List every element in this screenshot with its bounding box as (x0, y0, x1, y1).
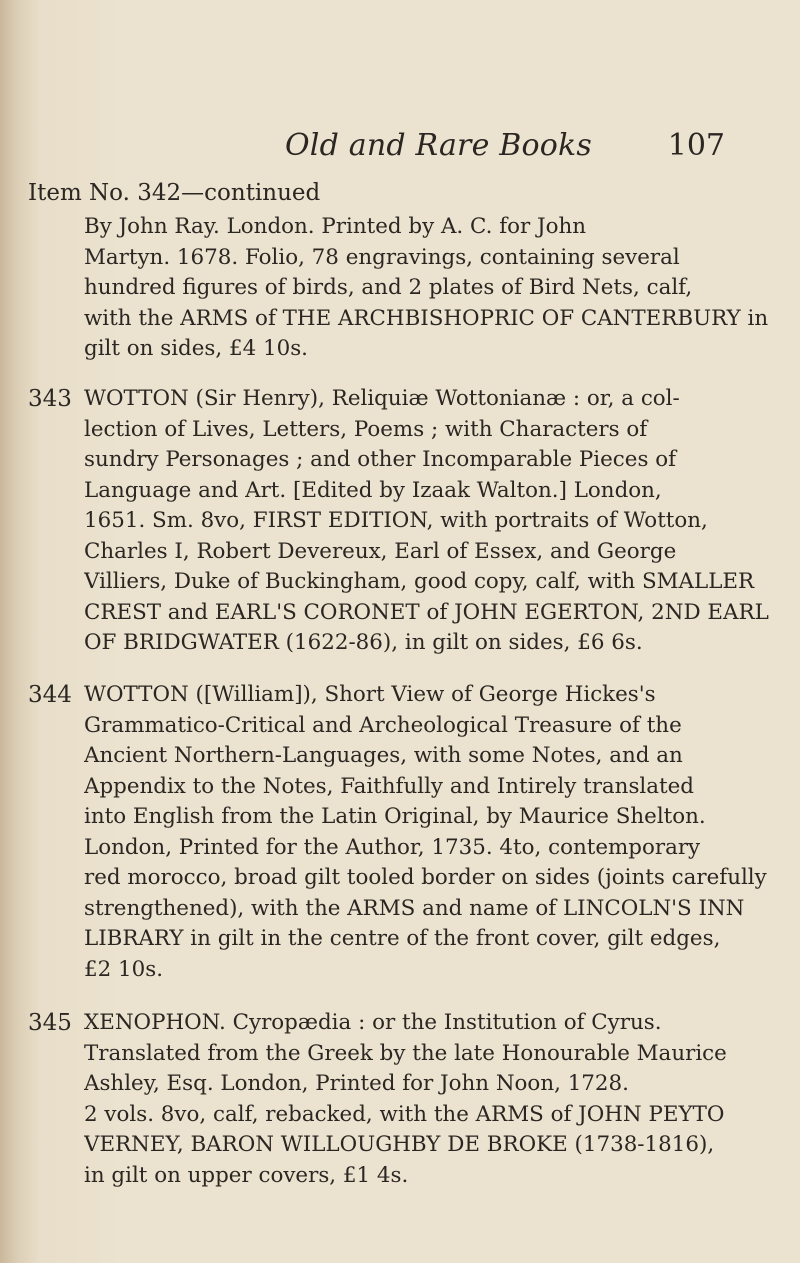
entry-text (84, 212, 796, 365)
entry-line: red morocco, broad gilt tooled border on sides (joints carefully (84, 865, 767, 890)
entry-text (84, 680, 796, 985)
entry-line: Grammatico-Critical and Archeological Treasure of the (84, 712, 682, 738)
header-title: Old and Rare Books (285, 128, 593, 163)
entry-line: gilt on sides, £4 10s. (84, 336, 308, 361)
entry-line: CREST and EARL'S CORONET of JOHN EGERTON, 2ND EARL (84, 599, 769, 625)
running-header (285, 128, 725, 172)
entry-text (84, 384, 796, 659)
entry-line: WOTTON (Sir Henry), Reliquiæ Wottonianæ : or, a col- (84, 386, 680, 411)
entry-line: OF BRIDGWATER (1622-86), in gilt on sides, £6 6s. (84, 630, 643, 655)
entry-line: XENOPHON. Cyropædia : or the Institution of Cyrus. (84, 1010, 662, 1035)
entry-line: Martyn. 1678. Folio, 78 engravings, containing several (84, 244, 680, 270)
entry-line: lection of Lives, Letters, Poems ; with Characters of (84, 416, 648, 442)
entry-text (84, 1008, 796, 1191)
entry-line: hundred figures of birds, and 2 plates of Bird Nets, calf, (84, 275, 693, 300)
entry-line: Charles I, Robert Devereux, Earl of Essex, and George (84, 538, 677, 564)
entry-line: in gilt on upper covers, £1 4s. (84, 1162, 409, 1188)
entry-line: By John Ray. London. Printed by A. C. for John (84, 214, 587, 239)
entry-line: Ashley, Esq. London, Printed for John Noon, 1728. (84, 1071, 629, 1096)
entry-line: London, Printed for the Author, 1735. 4to, contemporary (84, 834, 701, 860)
entry-line: 2 vols. 8vo, calf, rebacked, with the ARMS of JOHN PEYTO (84, 1101, 725, 1127)
entry-line: sundry Personages ; and other Incomparable Pieces of (84, 447, 677, 472)
entry-line: VERNEY, BARON WILLOUGHBY DE BROKE (1738-1816), (84, 1132, 715, 1157)
entry-line: Appendix to the Notes, Faithfully and Intirely translated (84, 773, 694, 799)
entry-number: 344 (28, 682, 72, 708)
entry-line: Ancient Northern-Languages, with some Notes, and an (84, 743, 683, 768)
entry-number: 343 (28, 386, 72, 412)
entry-line: into English from the Latin Original, by Maurice Shelton. (84, 804, 706, 829)
entry-number: 345 (28, 1010, 72, 1036)
entry-line: LIBRARY in gilt in the centre of the front cover, gilt edges, (84, 926, 721, 951)
entry-line: Translated from the Greek by the late Honourable Maurice (84, 1040, 727, 1066)
entry-line: Villiers, Duke of Buckingham, good copy, calf, with SMALLER (84, 569, 755, 594)
page-number: 107 (667, 128, 725, 163)
entry-line: 1651. Sm. 8vo, FIRST EDITION, with portraits of Wotton, (84, 508, 708, 533)
entry-line: WOTTON ([William]), Short View of George Hickes's (84, 682, 656, 707)
item-continued-label: Item No. 342—continued (28, 180, 321, 206)
entry-line: £2 10s. (84, 956, 164, 982)
entry-line: with the ARMS of THE ARCHBISHOPRIC OF CANTERBURY in (84, 305, 769, 331)
entry-line: Language and Art. [Edited by Izaak Walton.] London, (84, 477, 662, 503)
entry-line: strengthened), with the ARMS and name of LINCOLN'S INN (84, 895, 745, 921)
